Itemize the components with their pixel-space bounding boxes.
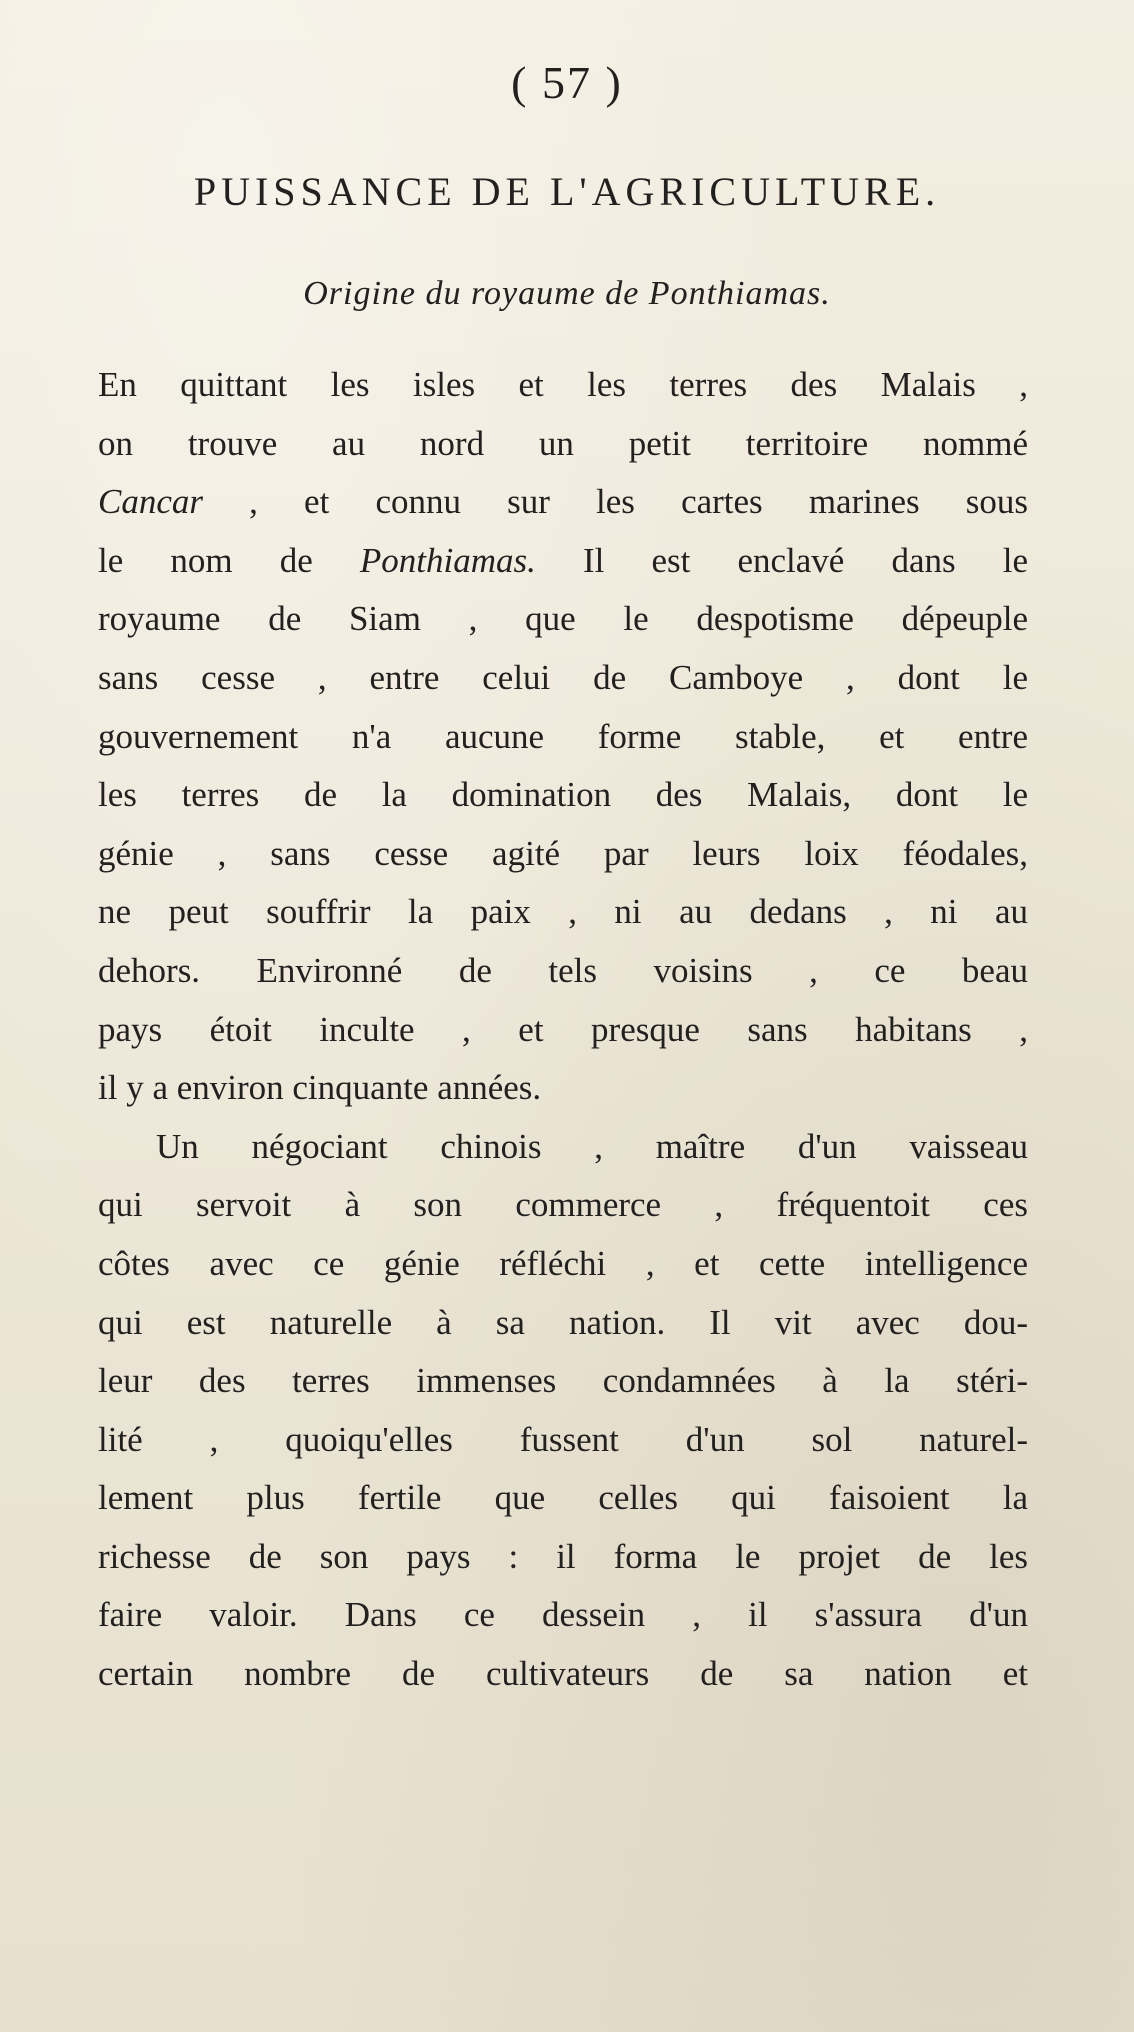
text-line: dehors. Environné de tels voisins , ce beau [98,950,1028,990]
text-line: génie , sans cesse agité par leurs loix féodales, [98,833,1028,873]
text-line: les terres de la domination des Malais, dont le [98,775,1028,815]
text-line: côtes avec ce génie réfléchi , et cette intelligence [98,1243,1028,1283]
text-line: pays étoit inculte , et presque sans habitans , [98,1009,1028,1049]
text-line: En quittant les isles et les terres des Malais , [98,365,1028,404]
chapter-title: PUISSANCE DE L'AGRICULTURE. [193,169,941,214]
text-line: lité , quoiqu'elles fussent d'un sol naturel- [98,1419,1028,1459]
text-line: on trouve au nord un petit territoire nommé [98,423,1028,463]
italic-place-name: Ponthiamas. [359,540,536,580]
text-line: royaume de Siam , que le despotisme dépeuple [98,599,1028,639]
text-line: ne peut souffrir la paix , ni au dedans , ni au [98,892,1028,932]
text-line: Un négociant chinois , maître d'un vaisseau [156,1126,1028,1166]
text-line: faire valoir. Dans ce dessein , il s'assura d'un [98,1595,1028,1635]
italic-place-name: Cancar [98,482,203,522]
text-line: certain nombre de cultivateurs de sa nation et [98,1654,1028,1694]
text-line: le nom de Ponthiamas. Il est enclavé dans le [98,540,1028,580]
chapter-subtitle: Origine du royaume de Ponthiamas. [303,275,831,312]
body-text [98,367,1028,1715]
text-line: qui est naturelle à sa nation. Il vit avec dou- [98,1302,1028,1342]
text-line: qui servoit à son commerce , fréquentoit ces [98,1185,1028,1225]
text-line: leur des terres immenses condamnées à la stéri- [98,1361,1028,1401]
text-line: lement plus fertile que celles qui faisoient la [98,1478,1028,1518]
text-line: richesse de son pays : il forma le projet de les [98,1536,1028,1576]
text-line: Cancar , et connu sur les cartes marines sous [98,482,1028,522]
text-line: sans cesse , entre celui de Camboye , dont le [98,657,1028,697]
page-number: ( 57 ) [511,57,623,108]
text-line: gouvernement n'a aucune forme stable, et entre [98,716,1028,756]
text-line: il y a environ cinquante années. [98,1068,542,1108]
